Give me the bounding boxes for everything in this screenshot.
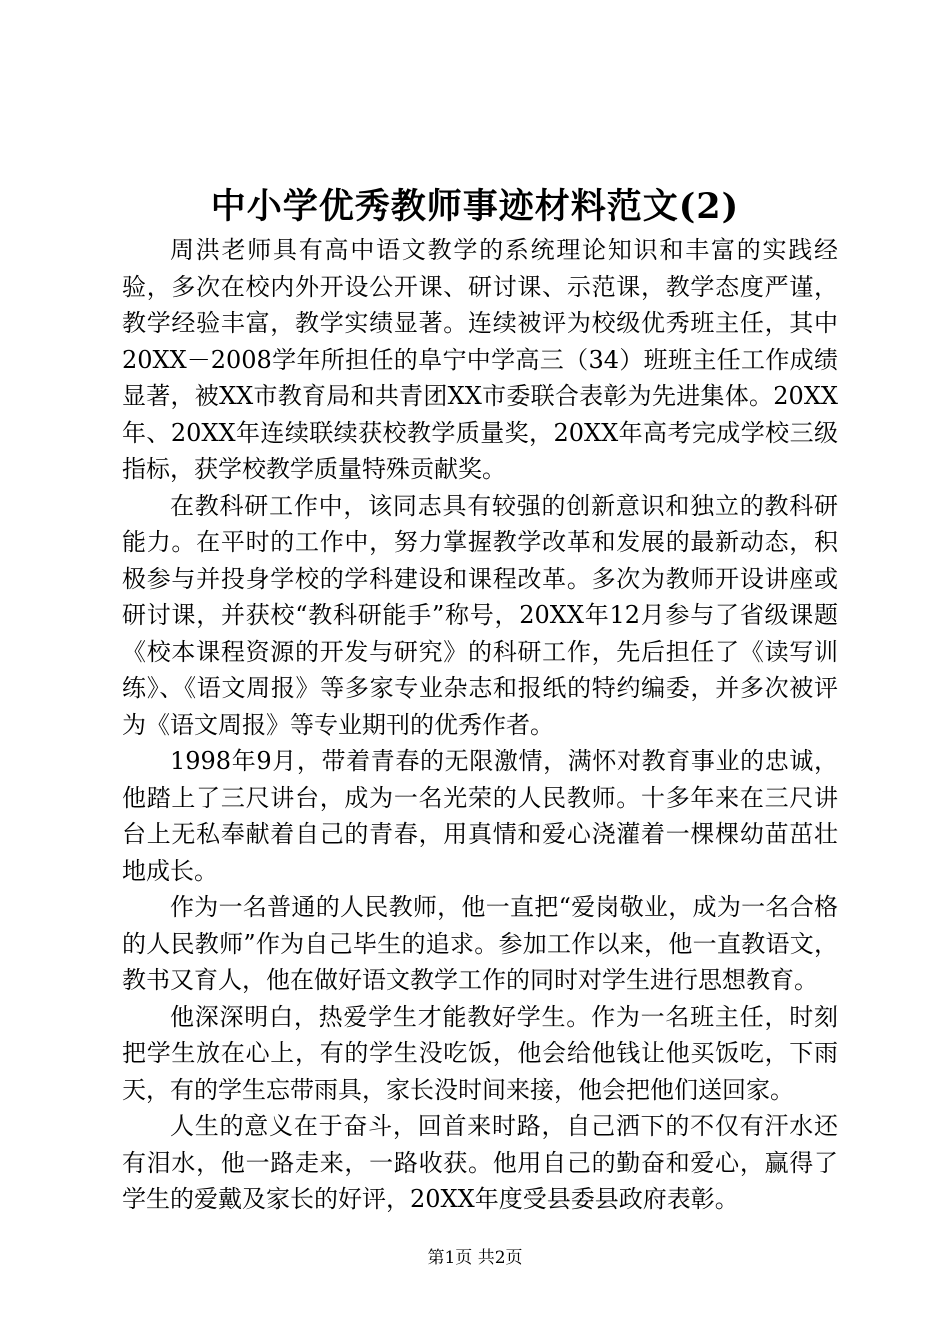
paragraph: 他深深明白，热爱学生才能教好学生。作为一名班主任，时刻把学生放在心上，有的学生没吃饭，他会给他钱让他买饭吃，下雨天，有的学生忘带雨具，家长没时间来接，他会把他们送回家。 — [122, 1002, 838, 1104]
page-number-footer: 第1页 共2页 — [427, 1248, 523, 1268]
paragraph: 人生的意义在于奋斗，回首来时路，自己洒下的不仅有汗水还有泪水，他一路走来，一路收获。他用自己的勤奋和爱心，赢得了学生的爱戴及家长的好评，20XX年度受县委县政府表彰。 — [122, 1112, 838, 1213]
paragraph: 在教科研工作中，该同志具有较强的创新意识和独立的教科研能力。在平时的工作中，努力掌握教学改革和发展的最新动态，积极参与并投身学校的学科建设和课程改革。多次为教师开设讲座或研讨课，并获校“教科研能手”称号，20XX年12月参与了省级课题《校本课程资源的开发与研究》的科研工作，先后担任了《读写训练》、《语文周报》等多家专业杂志和报纸的特约编委，并多次被评为《语文周报》等专业期刊的优秀作者。 — [122, 491, 838, 739]
paragraph: 1998年9月，带着青春的无限激情，满怀对教育事业的忠诚，他踏上了三尺讲台，成为一名光荣的人民教师。十多年来在三尺讲台上无私奉献着自己的青春，用真情和爱心浇灌着一棵棵幼苗茁壮地成长。 — [122, 747, 838, 885]
document-body — [122, 232, 838, 1218]
document-title: 中小学优秀教师事迹材料范文(2) — [210, 186, 740, 227]
paragraph: 周洪老师具有高中语文教学的系统理论知识和丰富的实践经验，多次在校内外开设公开课、研讨课、示范课，教学态度严谨，教学经验丰富，教学实绩显著。连续被评为校级优秀班主任，其中20XX－2008学年所担任的阜宁中学高三（34）班班主任工作成绩显著，被XX市教育局和共青团XX市委联合表彰为先进集体。20XX年、20XX年连续联续获校教学质量奖，20XX年高考完成学校三级指标，获学校教学质量特殊贡献奖。 — [122, 236, 838, 483]
paragraph: 作为一名普通的人民教师，他一直把“爱岗敬业，成为一名合格的人民教师”作为自己毕生的追求。参加工作以来，他一直教语文，教书又育人，他在做好语文教学工作的同时对学生进行思想教育。 — [122, 893, 838, 994]
